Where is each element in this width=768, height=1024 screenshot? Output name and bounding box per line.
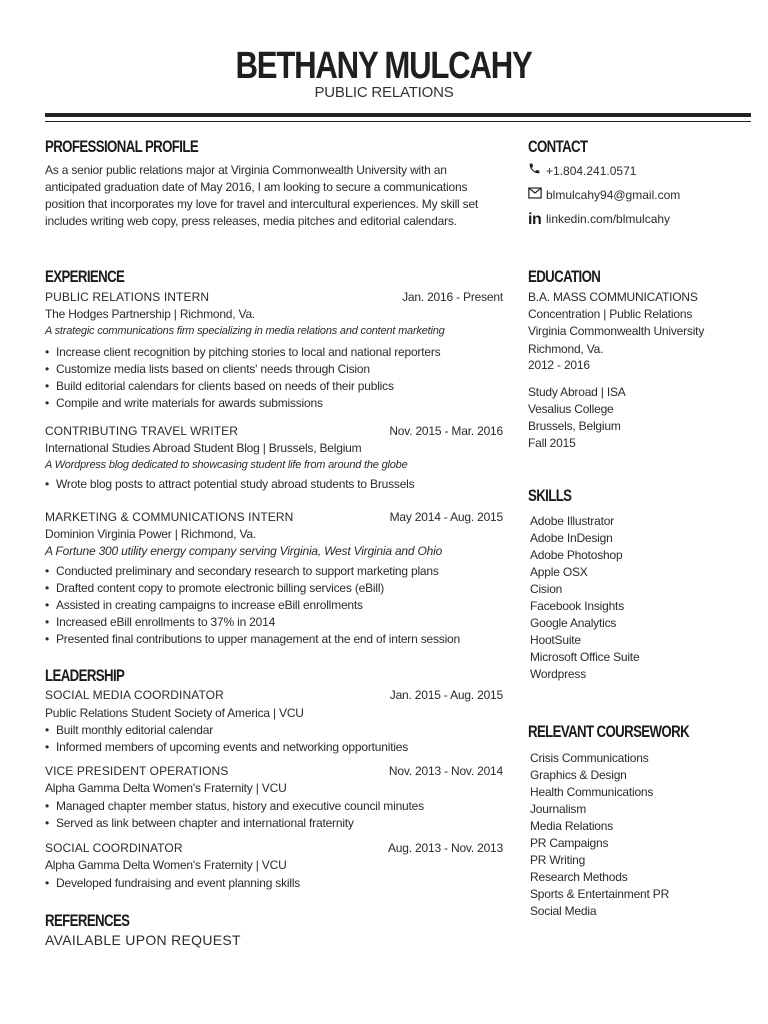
leadership-bullets xyxy=(45,722,408,756)
job-entry xyxy=(45,423,503,498)
bullet-item: • Built monthly editorial calendar xyxy=(45,722,408,739)
skill-item: Adobe Photoshop xyxy=(530,548,623,562)
course-item: PR Writing xyxy=(530,853,586,867)
bullet-item: • Increase client recognition by pitching stories to local and national reporters xyxy=(45,344,440,361)
education-location: Richmond, Va. xyxy=(528,342,604,356)
skill-item: Wordpress xyxy=(530,667,586,681)
course-item: PR Campaigns xyxy=(530,836,609,850)
leadership-dates: Nov. 2013 - Nov. 2014 xyxy=(388,764,503,778)
linkedin-url[interactable]: linkedin.com/blmulcahy xyxy=(546,212,671,226)
job-org: The Hodges Partnership | Richmond, Va. xyxy=(45,307,256,321)
leadership-bullets xyxy=(45,798,424,832)
skill-item: Microsoft Office Suite xyxy=(530,650,640,664)
course-item: Research Methods xyxy=(530,870,628,884)
leadership-org: Alpha Gamma Delta Women's Fraternity | VCU xyxy=(45,781,287,795)
contact-phone xyxy=(528,162,636,180)
leadership-entry xyxy=(45,687,503,757)
phone-number: +1.804.241.0571 xyxy=(546,163,637,178)
skill-item: Cision xyxy=(530,582,563,596)
references-text: AVAILABLE UPON REQUEST xyxy=(45,932,241,948)
skill-item: Apple OSX xyxy=(530,565,588,579)
resume-header xyxy=(0,44,768,102)
contact-heading: CONTACT xyxy=(528,137,588,156)
abroad-location: Brussels, Belgium xyxy=(528,419,621,433)
job-dates: Jan. 2016 - Present xyxy=(402,290,503,304)
job-description: A strategic communications firm specializing in media relations and content marketing xyxy=(45,325,445,337)
contact-linkedin[interactable] xyxy=(528,211,670,228)
job-description: A Wordpress blog dedicated to showcasing student life from around the globe xyxy=(45,459,408,471)
phone-icon xyxy=(528,162,546,180)
leadership-dates: Aug. 2013 - Nov. 2013 xyxy=(388,841,503,855)
job-org: International Studies Abroad Student Blog | Brussels, Belgium xyxy=(45,441,362,455)
job-bullets xyxy=(45,344,440,412)
skill-item: Adobe Illustrator xyxy=(530,514,614,528)
education-years: 2012 - 2016 xyxy=(528,358,590,372)
envelope-icon xyxy=(528,187,546,204)
bullet-item: • Compile and write materials for awards submissions xyxy=(45,395,440,412)
abroad-school: Vesalius College xyxy=(528,402,614,416)
abroad-term: Fall 2015 xyxy=(528,436,576,450)
leadership-entry xyxy=(45,840,503,895)
skill-item: Adobe InDesign xyxy=(530,531,613,545)
email-address[interactable]: blmulcahy94@gmail.com xyxy=(546,188,681,202)
bullet-item: • Presented final contributions to upper management at the end of intern session xyxy=(45,631,460,648)
job-bullets xyxy=(45,563,460,648)
skills-list xyxy=(530,513,639,683)
leadership-heading: LEADERSHIP xyxy=(45,666,125,685)
leadership-role: SOCIAL MEDIA COORDINATOR xyxy=(45,688,224,702)
abroad-program: Study Abroad | ISA xyxy=(528,385,626,399)
course-item: Journalism xyxy=(530,802,587,816)
header-divider-thin xyxy=(45,121,751,122)
education-heading: EDUCATION xyxy=(528,267,601,286)
bullet-item: • Conducted preliminary and secondary research to support marketing plans xyxy=(45,563,460,580)
candidate-name: BETHANY MULCAHY xyxy=(235,45,533,87)
job-role: MARKETING & COMMUNICATIONS INTERN xyxy=(45,510,294,524)
bullet-item: • Assisted in creating campaigns to increase eBill enrollments xyxy=(45,597,460,614)
job-description: A Fortune 300 utility energy company serving Virginia, West Virginia and Ohio xyxy=(45,544,443,558)
course-item: Graphics & Design xyxy=(530,768,627,782)
skill-item: Facebook Insights xyxy=(530,599,624,613)
job-role: PUBLIC RELATIONS INTERN xyxy=(45,290,210,304)
course-item: Social Media xyxy=(530,904,597,918)
candidate-title: PUBLIC RELATIONS xyxy=(314,84,454,101)
leadership-org: Alpha Gamma Delta Women's Fraternity | VCU xyxy=(45,858,287,872)
job-entry xyxy=(45,509,503,649)
bullet-item: • Developed fundraising and event planning skills xyxy=(45,875,300,892)
header-divider-thick xyxy=(45,113,751,117)
course-item: Sports & Entertainment PR xyxy=(530,887,670,901)
leadership-role: SOCIAL COORDINATOR xyxy=(45,841,183,855)
job-bullets xyxy=(45,476,414,493)
leadership-bullets xyxy=(45,875,300,892)
skills-heading: SKILLS xyxy=(528,486,572,505)
bullet-item: • Wrote blog posts to attract potential study abroad students to Brussels xyxy=(45,476,414,493)
bullet-item: • Informed members of upcoming events and networking opportunities xyxy=(45,739,408,756)
profile-heading: PROFESSIONAL PROFILE xyxy=(45,137,199,156)
job-role: CONTRIBUTING TRAVEL WRITER xyxy=(45,424,239,438)
coursework-heading: RELEVANT COURSEWORK xyxy=(528,722,690,741)
profile-text: As a senior public relations major at Virginia Commonwealth University with an anticipated graduation date of May 2016, I am looking to secure a communications position that incorporates my love for travel and intercultural experiences. My skill set includes writing web copy, press releases, media pitches and editorial calendars. xyxy=(45,163,479,228)
education-concentration: Concentration | Public Relations xyxy=(528,307,693,321)
job-dates: May 2014 - Aug. 2015 xyxy=(389,510,503,524)
bullet-item: • Managed chapter member status, history and executive council minutes xyxy=(45,798,424,815)
leadership-role: VICE PRESIDENT OPERATIONS xyxy=(45,764,229,778)
bullet-item: • Build editorial calendars for clients based on needs of their publics xyxy=(45,378,440,395)
references-heading: REFERENCES xyxy=(45,911,130,930)
bullet-item: • Customize media lists based on clients' needs through Cision xyxy=(45,361,440,378)
education-degree: B.A. MASS COMMUNICATIONS xyxy=(528,290,698,304)
course-item: Health Communications xyxy=(530,785,654,799)
course-item: Media Relations xyxy=(530,819,614,833)
job-org: Dominion Virginia Power | Richmond, Va. xyxy=(45,527,256,541)
coursework-list xyxy=(530,750,669,920)
experience-heading: EXPERIENCE xyxy=(45,267,125,286)
leadership-org: Public Relations Student Society of America | VCU xyxy=(45,706,304,720)
linkedin-icon: in xyxy=(528,211,542,228)
course-item: Crisis Communications xyxy=(530,751,649,765)
contact-email[interactable] xyxy=(528,187,680,204)
skill-item: Google Analytics xyxy=(530,616,617,630)
job-entry xyxy=(45,289,503,419)
leadership-entry xyxy=(45,763,503,833)
bullet-item: • Served as link between chapter and international fraternity xyxy=(45,815,424,832)
leadership-dates: Jan. 2015 - Aug. 2015 xyxy=(389,688,503,702)
bullet-item: • Drafted content copy to promote electronic billing services (eBill) xyxy=(45,580,460,597)
bullet-item: • Increased eBill enrollments to 37% in 2014 xyxy=(45,614,460,631)
skill-item: HootSuite xyxy=(530,633,581,647)
job-dates: Nov. 2015 - Mar. 2016 xyxy=(389,424,503,438)
education-school: Virginia Commonwealth University xyxy=(528,324,705,338)
